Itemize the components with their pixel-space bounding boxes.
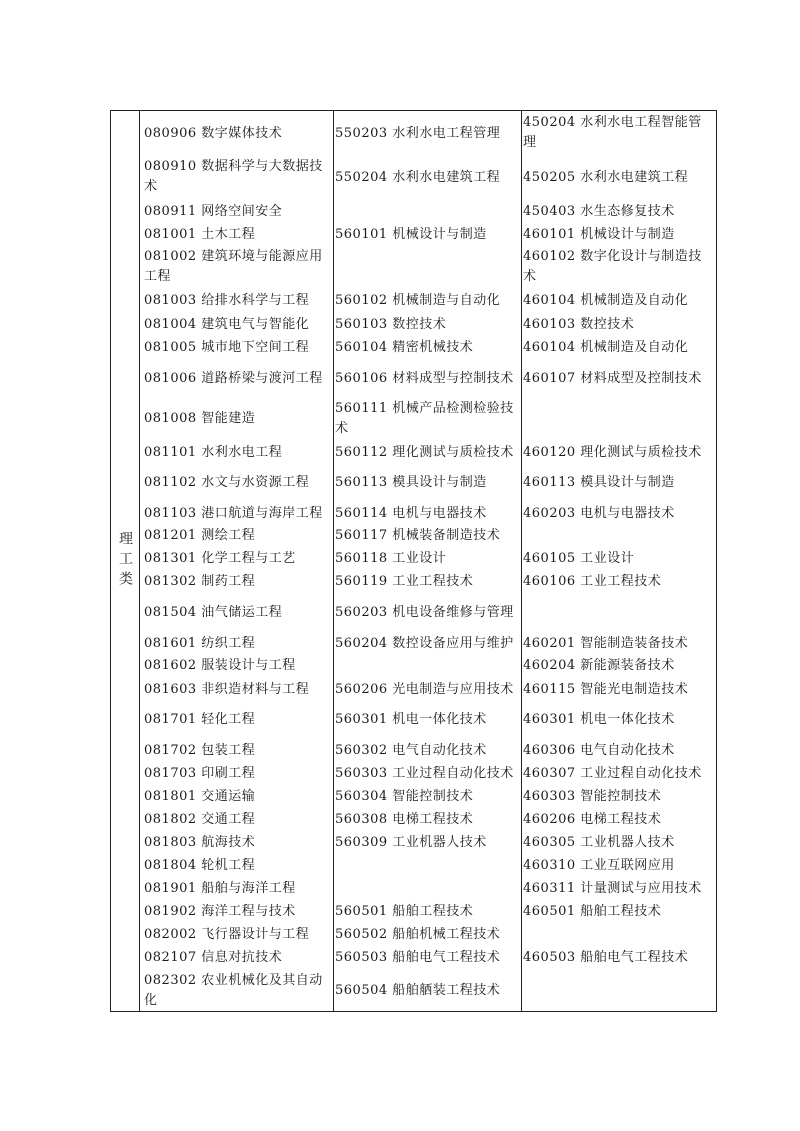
higher-vocational-major: 560301 机电一体化技术 bbox=[335, 712, 487, 727]
vocational-major: 460307 工业过程自动化技术 bbox=[523, 766, 702, 781]
higher-vocational-major: 560203 机电设备维修与管理 bbox=[335, 605, 514, 620]
vocational-major: 460301 机电一体化技术 bbox=[523, 712, 675, 727]
vocational-major: 460310 工业互联网应用 bbox=[523, 858, 675, 873]
higher-vocational-major: 560204 数控设备应用与维护 bbox=[335, 636, 514, 651]
vocational-major: 460306 电气自动化技术 bbox=[523, 743, 675, 758]
vocational-major: 460101 机械设计与制造 bbox=[523, 227, 675, 242]
vocational-major: 460501 船舶工程技术 bbox=[523, 904, 662, 919]
majors-table bbox=[110, 110, 717, 1012]
vocational-major: 460105 工业设计 bbox=[523, 551, 635, 566]
undergrad-major: 082107 信息对抗技术 bbox=[144, 950, 283, 965]
vocational-major: 460102 数字化设计与制造技术 bbox=[523, 249, 702, 284]
vocational-major: 460203 电机与电器技术 bbox=[523, 506, 675, 521]
column-divider bbox=[333, 111, 334, 1011]
vocational-major: 460311 计量测试与应用技术 bbox=[523, 881, 702, 896]
column-divider bbox=[139, 111, 140, 1011]
undergrad-major: 081103 港口航道与海岸工程 bbox=[144, 506, 323, 521]
undergrad-major: 081002 建筑环境与能源应用工程 bbox=[144, 249, 323, 284]
vocational-major: 460106 工业工程技术 bbox=[523, 574, 662, 589]
vocational-major: 450204 水利水电工程智能管理 bbox=[523, 115, 702, 150]
undergrad-major: 081802 交通工程 bbox=[144, 812, 256, 827]
higher-vocational-major: 560504 船舶舾装工程技术 bbox=[335, 983, 501, 998]
vocational-major: 460201 智能制造装备技术 bbox=[523, 636, 689, 651]
undergrad-major: 080910 数据科学与大数据技术 bbox=[144, 159, 323, 194]
undergrad-major: 081702 包装工程 bbox=[144, 743, 256, 758]
vocational-major: 460120 理化测试与质检技术 bbox=[523, 445, 702, 460]
higher-vocational-major: 560308 电梯工程技术 bbox=[335, 812, 474, 827]
category-label: 理工类 bbox=[117, 531, 133, 591]
higher-vocational-major: 560106 材料成型与控制技术 bbox=[335, 371, 514, 386]
vocational-major: 460103 数控技术 bbox=[523, 317, 635, 332]
undergrad-major: 081005 城市地下空间工程 bbox=[144, 340, 310, 355]
undergrad-major: 081803 航海技术 bbox=[144, 835, 256, 850]
undergrad-major: 081301 化学工程与工艺 bbox=[144, 551, 296, 566]
vocational-major: 460206 电梯工程技术 bbox=[523, 812, 662, 827]
undergrad-major: 081006 道路桥梁与渡河工程 bbox=[144, 371, 323, 386]
undergrad-major: 081302 制药工程 bbox=[144, 574, 256, 589]
higher-vocational-major: 560303 工业过程自动化技术 bbox=[335, 766, 514, 781]
category-cell bbox=[111, 111, 139, 1011]
undergrad-major: 082002 飞行器设计与工程 bbox=[144, 927, 310, 942]
higher-vocational-major: 560119 工业工程技术 bbox=[335, 574, 474, 589]
higher-vocational-major: 560103 数控技术 bbox=[335, 317, 447, 332]
vocational-major: 460305 工业机器人技术 bbox=[523, 835, 675, 850]
vocational-major: 460503 船舶电气工程技术 bbox=[523, 950, 689, 965]
higher-vocational-major: 560104 精密机械技术 bbox=[335, 340, 474, 355]
undergrad-major: 081004 建筑电气与智能化 bbox=[144, 317, 310, 332]
vocational-major: 460113 模具设计与制造 bbox=[523, 475, 675, 490]
higher-vocational-major: 550203 水利水电工程管理 bbox=[335, 126, 501, 141]
higher-vocational-major: 560501 船舶工程技术 bbox=[335, 904, 474, 919]
higher-vocational-major: 560309 工业机器人技术 bbox=[335, 835, 487, 850]
vocational-major: 460303 智能控制技术 bbox=[523, 789, 662, 804]
undergrad-major: 081101 水利水电工程 bbox=[144, 445, 283, 460]
higher-vocational-major: 560503 船舶电气工程技术 bbox=[335, 950, 501, 965]
vocational-major: 460104 机械制造及自动化 bbox=[523, 340, 689, 355]
higher-vocational-major: 560114 电机与电器技术 bbox=[335, 506, 487, 521]
undergrad-major: 081008 智能建造 bbox=[144, 411, 256, 426]
undergrad-major: 081804 轮机工程 bbox=[144, 858, 256, 873]
vocational-major: 450403 水生态修复技术 bbox=[523, 204, 675, 219]
vocational-major: 460204 新能源装备技术 bbox=[523, 658, 675, 673]
undergrad-major: 082302 农业机械化及其自动化 bbox=[144, 973, 323, 1008]
higher-vocational-major: 560118 工业设计 bbox=[335, 551, 447, 566]
higher-vocational-major: 560117 机械装备制造技术 bbox=[335, 528, 501, 543]
vocational-major: 460104 机械制造及自动化 bbox=[523, 293, 689, 308]
undergrad-major: 080906 数字媒体技术 bbox=[144, 126, 283, 141]
vocational-major: 460107 材料成型及控制技术 bbox=[523, 371, 702, 386]
higher-vocational-major: 550204 水利水电建筑工程 bbox=[335, 170, 501, 185]
higher-vocational-major: 560206 光电制造与应用技术 bbox=[335, 682, 514, 697]
undergrad-major: 081601 纺织工程 bbox=[144, 636, 256, 651]
higher-vocational-major: 560302 电气自动化技术 bbox=[335, 743, 487, 758]
undergrad-major: 081801 交通运输 bbox=[144, 789, 256, 804]
undergrad-major: 081504 油气储运工程 bbox=[144, 605, 283, 620]
undergrad-major: 081102 水文与水资源工程 bbox=[144, 475, 310, 490]
undergrad-major: 081901 船舶与海洋工程 bbox=[144, 881, 296, 896]
higher-vocational-major: 560111 机械产品检测检验技术 bbox=[335, 401, 514, 436]
undergrad-major: 081201 测绘工程 bbox=[144, 528, 256, 543]
undergrad-major: 081701 轻化工程 bbox=[144, 712, 256, 727]
higher-vocational-major: 560304 智能控制技术 bbox=[335, 789, 474, 804]
higher-vocational-major: 560112 理化测试与质检技术 bbox=[335, 445, 514, 460]
higher-vocational-major: 560101 机械设计与制造 bbox=[335, 227, 487, 242]
vocational-major: 460115 智能光电制造技术 bbox=[523, 682, 689, 697]
higher-vocational-major: 560502 船舶机械工程技术 bbox=[335, 927, 501, 942]
undergrad-major: 081001 土木工程 bbox=[144, 227, 256, 242]
vocational-major: 450205 水利水电建筑工程 bbox=[523, 170, 689, 185]
higher-vocational-major: 560102 机械制造与自动化 bbox=[335, 293, 501, 308]
undergrad-major: 081603 非织造材料与工程 bbox=[144, 682, 310, 697]
undergrad-major: 081003 给排水科学与工程 bbox=[144, 293, 310, 308]
undergrad-major: 080911 网络空间安全 bbox=[144, 204, 283, 219]
column-divider bbox=[521, 111, 522, 1011]
undergrad-major: 081902 海洋工程与技术 bbox=[144, 904, 296, 919]
undergrad-major: 081602 服装设计与工程 bbox=[144, 658, 296, 673]
undergrad-major: 081703 印刷工程 bbox=[144, 766, 256, 781]
higher-vocational-major: 560113 模具设计与制造 bbox=[335, 475, 487, 490]
